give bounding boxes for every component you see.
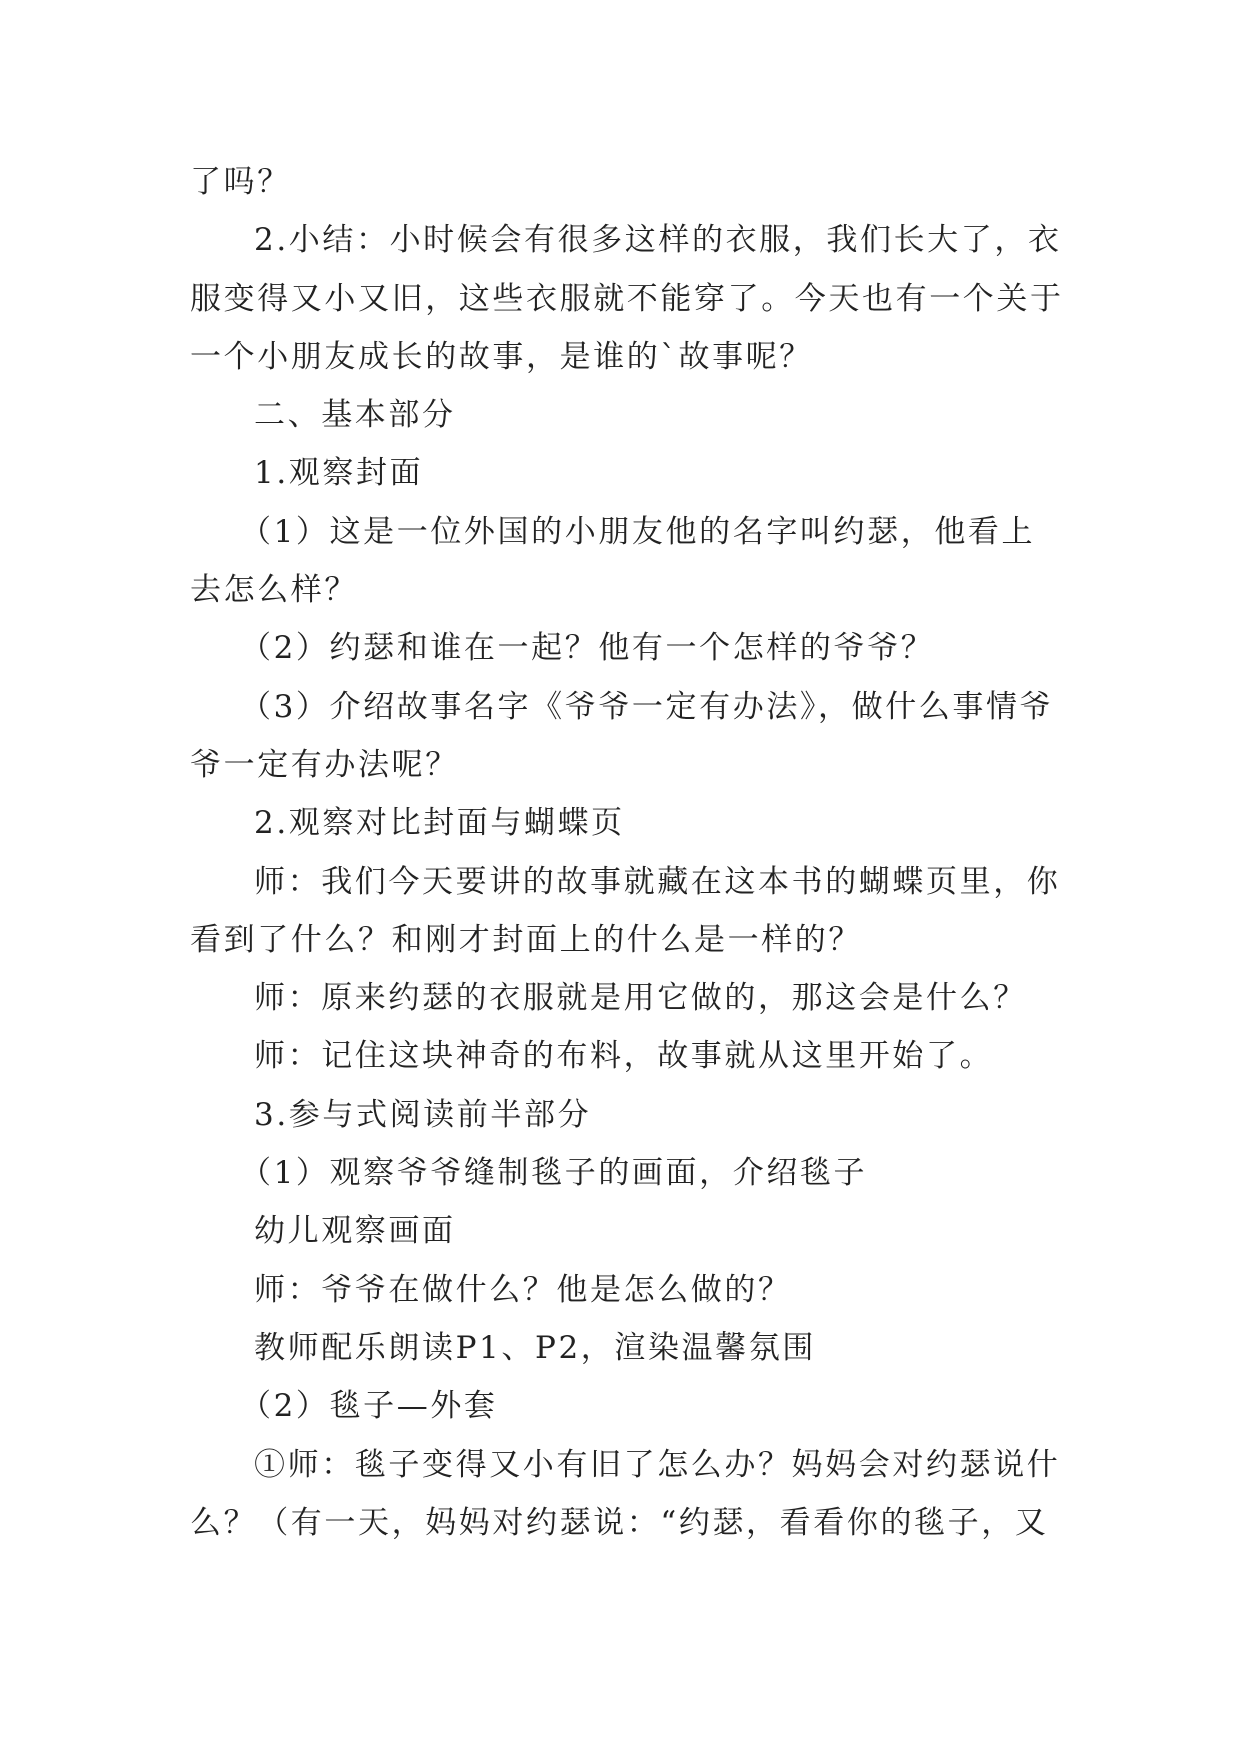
section-heading: 二、基本部分 — [254, 397, 456, 434]
text-line: 师：记住这块神奇的布料，故事就从这里开始了。 — [254, 1038, 994, 1075]
text-line: 一个小朋友成长的故事，是谁的`故事呢？ — [190, 338, 813, 375]
text-line: 2.小结：小时候会有很多这样的衣服，我们长大了，衣 — [254, 222, 1062, 259]
text-line: （3）介绍故事名字《爷爷一定有办法》，做什么事情爷 — [240, 688, 1054, 725]
text-line: 看到了什么？和刚才封面上的什么是一样的？ — [190, 921, 862, 958]
text-line: （2）约瑟和谁在一起？他有一个怎样的爷爷？ — [240, 630, 935, 667]
text-line: 师：原来约瑟的衣服就是用它做的，那这会是什么？ — [254, 980, 1027, 1017]
text-line: 幼儿观察画面 — [254, 1213, 456, 1250]
text-line: 教师配乐朗读P1、P2，渲染温馨氛围 — [254, 1329, 816, 1366]
text-line: （1）这是一位外国的小朋友他的名字叫约瑟，他看上 — [240, 513, 1036, 550]
subsection-heading: 1.观察封面 — [254, 455, 424, 492]
subsection-heading: 3.参与式阅读前半部分 — [254, 1096, 592, 1133]
text-line: （2）毯子—外套 — [240, 1388, 498, 1425]
text-line: 服变得又小又旧，这些衣服就不能穿了。今天也有一个关于 — [190, 280, 1064, 317]
text-line: 爷一定有办法呢？ — [190, 746, 459, 783]
document-body — [190, 153, 1064, 1552]
text-line: ①师：毯子变得又小有旧了怎么办？妈妈会对约瑟说什 — [254, 1446, 1061, 1483]
subsection-heading: 2.观察对比封面与蝴蝶页 — [254, 805, 625, 842]
text-line: 师：爷爷在做什么？他是怎么做的？ — [254, 1271, 792, 1308]
text-line: 师：我们今天要讲的故事就藏在这本书的蝴蝶页里，你 — [254, 863, 1061, 900]
text-line: 去怎么样？ — [190, 572, 358, 609]
text-line: （1）观察爷爷缝制毯子的画面，介绍毯子 — [240, 1155, 868, 1192]
text-line: 了吗？ — [190, 164, 291, 200]
text-line: 么？（有一天，妈妈对约瑟说：“约瑟，看看你的毯子，又 — [190, 1504, 1049, 1541]
